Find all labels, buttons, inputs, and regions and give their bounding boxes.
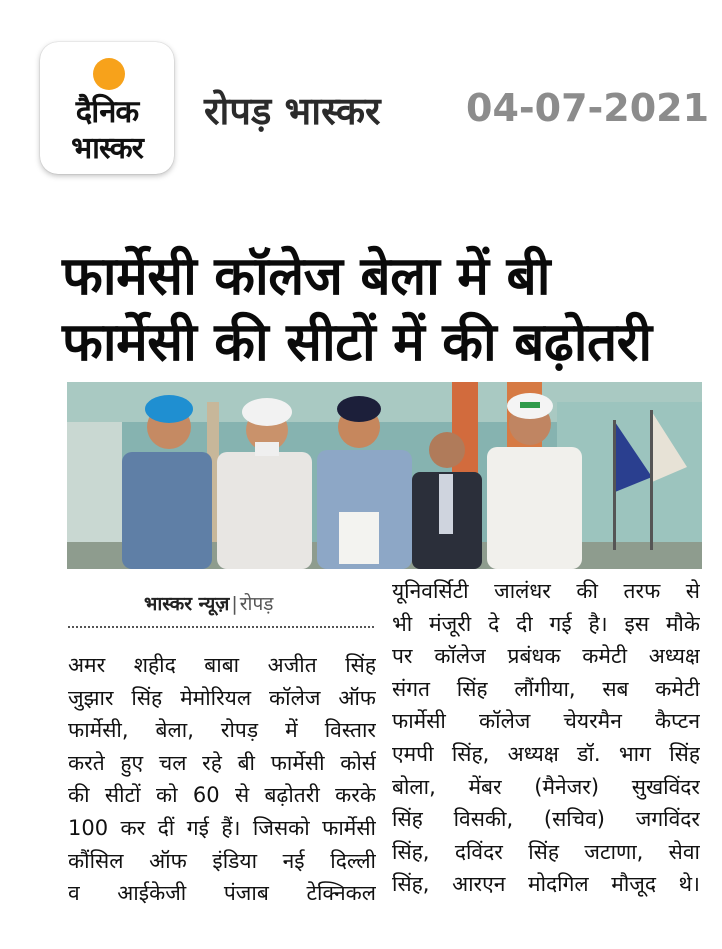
headline-line-2: फार्मेसी की सीटों में की बढ़ोतरी [62,312,652,373]
group-photo-illustration [67,382,702,569]
col1-line: 100 कर दीं गई हैं। जिसको फार्मेसी [68,815,376,840]
col1-line: कौंसिल ऑफ इंडिया नई दिल्ली [68,848,376,873]
col2-line: बोला, मेंबर (मैनेजर) सुखविंदर [392,774,700,799]
col2-line: सिंह विसकी, (सचिव) जगविंदर [392,807,700,832]
col1-line: व आईकेजी पंजाब टेक्निकल [68,881,376,906]
col2-line: सिंह, आरएन मोदगिल मौजूद थे। [392,872,700,897]
edition-name: रोपड़ भास्कर [204,89,381,133]
byline-city: रोपड़ [239,593,274,615]
byline-divider [68,626,374,628]
byline-separator: | [231,593,238,615]
col2-line: फार्मेसी कॉलेज चेयरमैन कैप्टन [392,709,700,734]
col2-line: भी मंजूरी दे दी गई है। इस मौके [392,611,700,636]
col1-line: करते हुए चल रहे बी फार्मेसी कोर्स [68,750,376,775]
col1-line: जुझार सिंह मेमोरियल कॉलेज ऑफ [68,685,376,710]
article-photo [67,382,702,569]
logo-line-1: दैनिक [75,94,139,130]
col1-line: की सीटों को 60 से बढ़ोतरी करके [68,783,376,808]
article-column-1 [68,649,376,910]
logo-sun-icon [93,58,125,90]
col2-line: संगत सिंह लौंगीया, सब कमेटी [392,676,700,701]
byline [144,590,273,616]
col1-line: अमर शहीद बाबा अजीत सिंह [68,653,376,677]
dainik-bhaskar-logo [40,42,174,174]
headline-line-1: फार्मेसी कॉलेज बेला में बी [62,246,550,307]
logo-line-2: भास्कर [71,131,143,166]
article-column-2 [392,575,700,901]
publication-date: 04-07-2021 [466,86,710,130]
byline-source: भास्कर न्यूज़ [144,593,230,615]
col2-line: यूनिवर्सिटी जालंधर की तरफ से [392,579,700,603]
col2-line: सिंह, दविंदर सिंह जटाणा, सेवा [392,839,700,864]
article-headline [62,244,712,376]
col2-line: पर कॉलेज प्रबंधक कमेटी अध्यक्ष [392,644,700,669]
col1-line: फार्मेसी, बेला, रोपड़ में विस्तार [68,718,376,743]
col2-line: एमपी सिंह, अध्यक्ष डॉ. भाग सिंह [392,741,700,766]
